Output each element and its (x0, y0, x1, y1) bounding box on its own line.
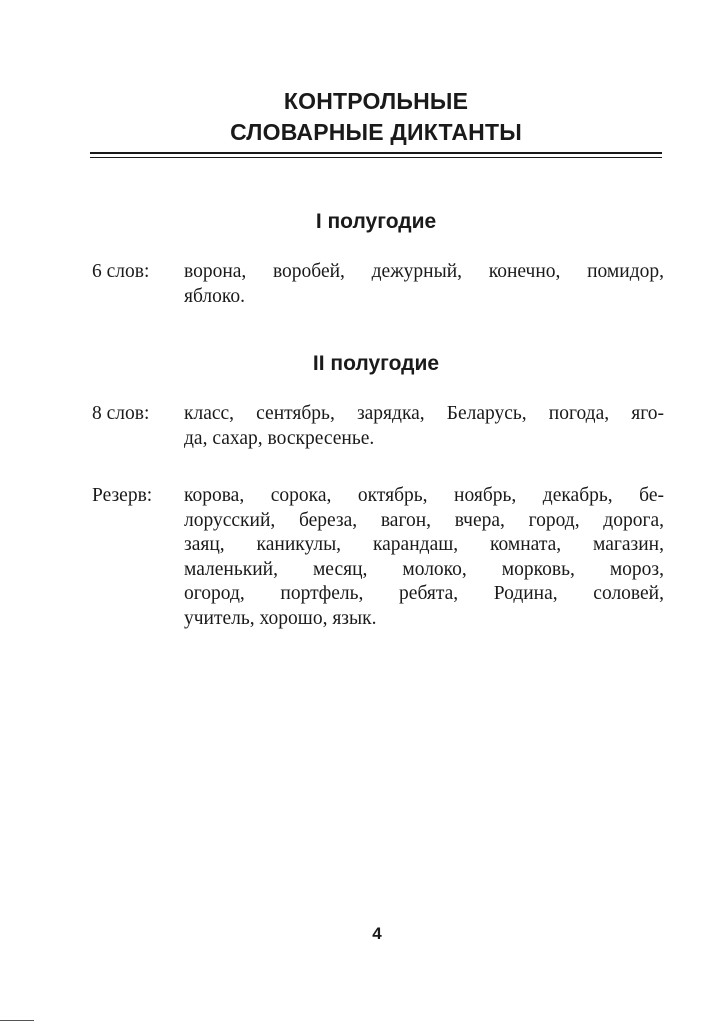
word-line: корова, сорока, октябрь, ноябрь, декабрь, бе- (184, 485, 664, 506)
entry-label: 6 слов: (92, 261, 150, 282)
word-list (184, 402, 664, 451)
word-line: учитель, хорошо, язык. (184, 607, 377, 629)
word-line: яблоко. (184, 285, 245, 307)
title-divider-thin (90, 157, 662, 158)
title-divider-thick (90, 152, 662, 154)
section-heading-first-half: I полугодие (315, 210, 437, 233)
page-title (60, 86, 692, 148)
section-heading-second-half: II полугодие (312, 352, 440, 375)
word-list (184, 484, 664, 631)
word-list (184, 260, 664, 309)
page-number: 4 (372, 924, 382, 943)
word-line: да, сахар, воскресенье. (184, 427, 375, 449)
page-title-line-2: СЛОВАРНЫЕ ДИКТАНТЫ (230, 119, 522, 145)
word-line: заяц, каникулы, карандаш, комната, магазин, (184, 534, 664, 555)
word-line: класс, сентябрь, зарядка, Беларусь, погода, яго- (184, 403, 664, 424)
word-line: лорусский, береза, вагон, вчера, город, дорога, (184, 509, 664, 531)
word-line: ворона, воробей, дежурный, конечно, помидор, (184, 261, 664, 282)
entry-label: Резерв: (92, 485, 153, 506)
word-line: маленький, месяц, молоко, морковь, мороз, (184, 558, 664, 580)
word-line: огород, портфель, ребята, Родина, соловей, (184, 583, 664, 604)
page-title-line-1: КОНТРОЛЬНЫЕ (283, 88, 469, 114)
entry-label: 8 слов: (92, 403, 150, 424)
page-corner-mark (0, 1020, 34, 1021)
